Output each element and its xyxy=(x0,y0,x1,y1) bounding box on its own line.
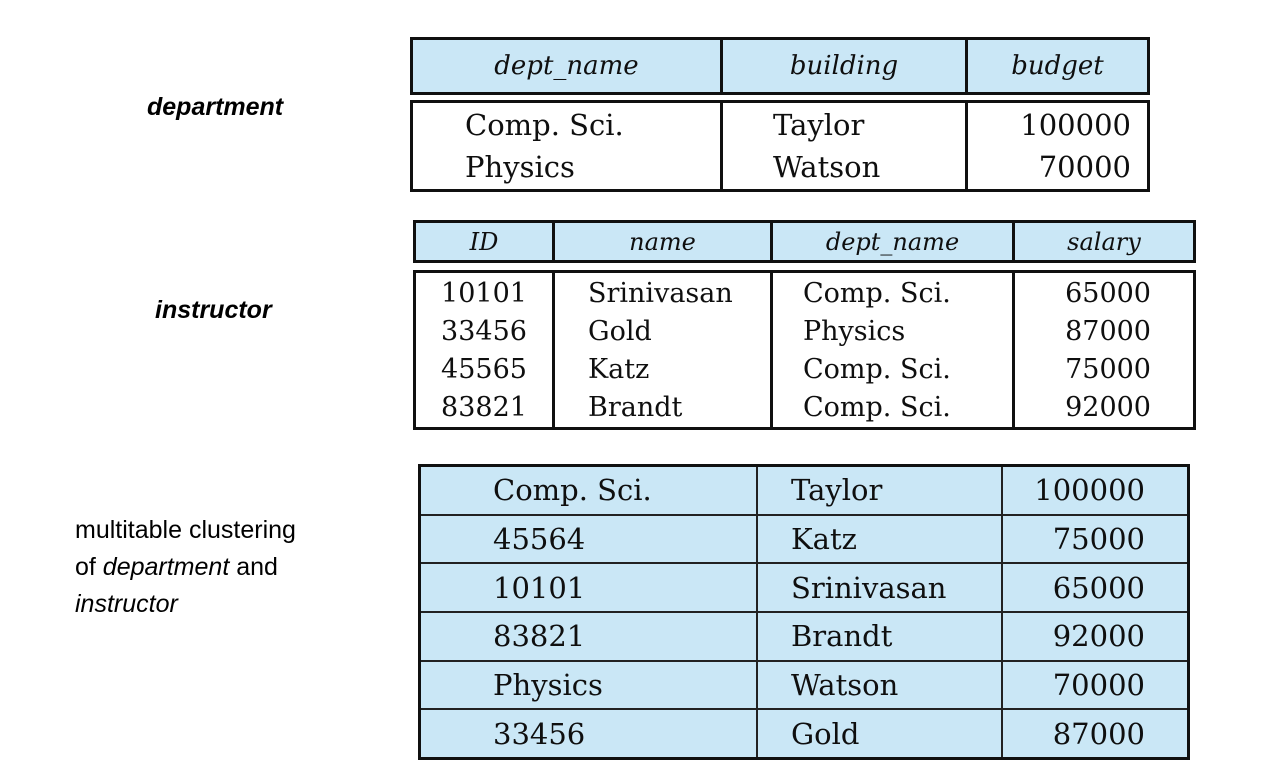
caption-text: of xyxy=(75,553,103,581)
table-cell: Physics xyxy=(803,316,906,347)
department-table-label: department xyxy=(147,93,284,121)
department-header-building: building xyxy=(720,40,965,92)
table-cell: 75000 xyxy=(1065,354,1151,385)
caption-italic-department: department xyxy=(102,553,230,581)
table-row xyxy=(421,562,1187,611)
caption-text: and xyxy=(229,553,278,581)
table-cell: Taylor xyxy=(756,467,1001,514)
table-cell: Comp. Sci. xyxy=(465,108,624,142)
table-cell: 10101 xyxy=(421,564,756,611)
table-row xyxy=(421,660,1187,709)
table-cell: 65000 xyxy=(1001,564,1187,611)
instructor-header-salary: salary xyxy=(1012,223,1193,260)
instructor-header-id: ID xyxy=(469,227,499,256)
table-cell: 70000 xyxy=(1038,150,1131,184)
caption-line-1 xyxy=(75,512,375,549)
table-cell: Katz xyxy=(756,516,1001,563)
instructor-header-name: name xyxy=(552,223,770,260)
instructor-column-salary xyxy=(1012,273,1193,427)
caption-text: multitable clustering xyxy=(75,516,296,544)
department-table-header xyxy=(410,37,1150,95)
table-cell: Brandt xyxy=(588,392,683,423)
instructor-column-name xyxy=(552,273,770,427)
table-row xyxy=(421,514,1187,563)
department-header-budget: budget xyxy=(965,40,1147,92)
table-cell: Brandt xyxy=(756,613,1001,660)
instructor-column-dept-name xyxy=(770,273,1012,427)
instructor-table-header xyxy=(413,220,1196,263)
table-cell: Srinivasan xyxy=(756,564,1001,611)
instructor-table-label: instructor xyxy=(155,296,272,324)
table-cell: Gold xyxy=(756,710,1001,757)
table-cell: 10101 xyxy=(441,278,527,309)
table-cell: Physics xyxy=(421,662,756,709)
table-cell: 45564 xyxy=(421,516,756,563)
table-cell: Gold xyxy=(588,316,652,347)
table-cell: Taylor xyxy=(773,108,865,142)
table-cell: 33456 xyxy=(421,710,756,757)
table-cell: 65000 xyxy=(1065,278,1151,309)
table-cell: 33456 xyxy=(441,316,527,347)
instructor-column-id xyxy=(416,273,552,427)
table-cell: Watson xyxy=(756,662,1001,709)
table-cell: 92000 xyxy=(1065,392,1151,423)
table-cell: 75000 xyxy=(1001,516,1187,563)
table-cell: Comp. Sci. xyxy=(803,392,951,423)
table-cell: Physics xyxy=(465,150,575,184)
table-cell: 100000 xyxy=(1001,467,1187,514)
table-cell: Comp. Sci. xyxy=(803,278,951,309)
caption-italic-instructor: instructor xyxy=(75,590,178,618)
table-cell: 87000 xyxy=(1001,710,1187,757)
department-column-building xyxy=(720,103,965,189)
department-column-dept-name xyxy=(413,103,720,189)
table-cell: 45565 xyxy=(441,354,527,385)
table-row xyxy=(421,708,1187,757)
table-cell: 83821 xyxy=(441,392,527,423)
caption-line-3 xyxy=(75,586,375,623)
department-column-budget xyxy=(965,103,1147,189)
multitable-clustering-table xyxy=(418,464,1190,760)
instructor-table-body xyxy=(413,270,1196,430)
clustering-caption xyxy=(75,512,375,623)
table-cell: Katz xyxy=(588,354,650,385)
table-row xyxy=(421,467,1187,514)
table-cell: Watson xyxy=(773,150,881,184)
table-cell: 92000 xyxy=(1001,613,1187,660)
caption-line-2 xyxy=(75,549,375,586)
table-cell: Comp. Sci. xyxy=(421,467,756,514)
table-cell: 70000 xyxy=(1001,662,1187,709)
instructor-header-dept-name: dept_name xyxy=(770,223,1012,260)
table-row xyxy=(421,611,1187,660)
table-cell: 100000 xyxy=(1020,108,1131,142)
department-header-dept-name: dept_name xyxy=(494,51,639,81)
table-cell: 83821 xyxy=(421,613,756,660)
table-cell: 87000 xyxy=(1065,316,1151,347)
table-cell: Comp. Sci. xyxy=(803,354,951,385)
table-cell: Srinivasan xyxy=(588,278,733,309)
department-table-body xyxy=(410,100,1150,192)
